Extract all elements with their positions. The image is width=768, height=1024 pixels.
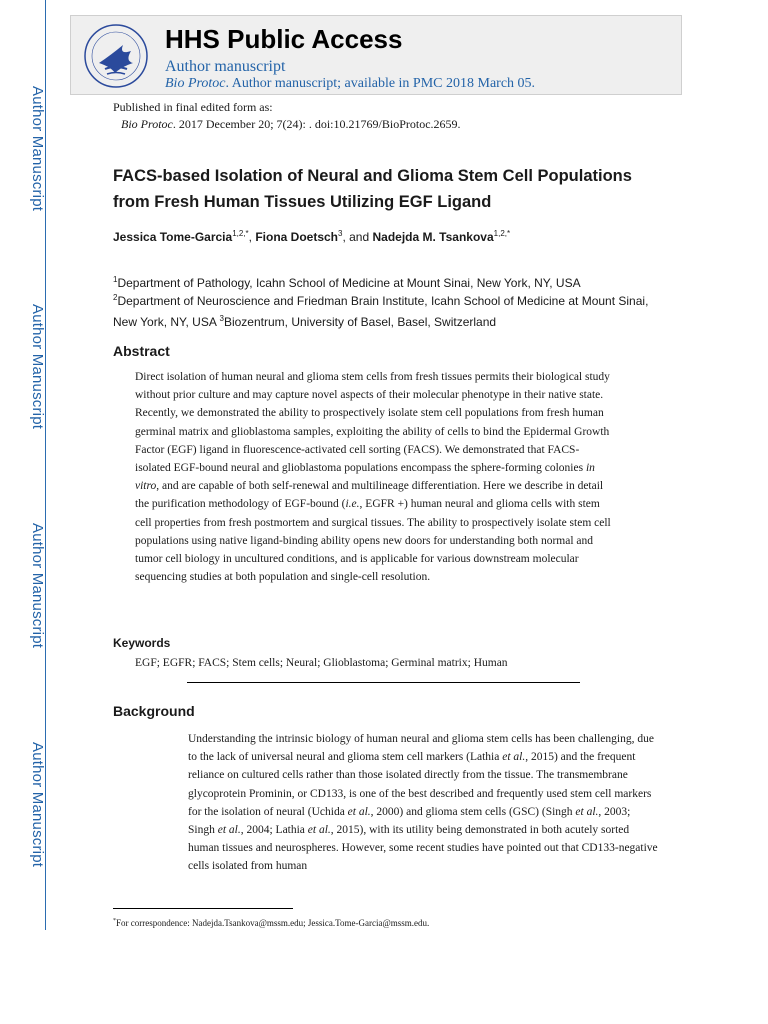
affiliation (113, 289, 673, 331)
hhs-public-access-title: HHS Public Access (165, 24, 403, 54)
paper-title: FACS-based Isolation of Neural and Glioma Stem Cell Populations from Fresh Human Tissues Utilizing EGF Ligand (113, 167, 632, 211)
keywords-heading: Keywords (113, 636, 171, 650)
hhs-header (70, 15, 682, 95)
background-text: Understanding the intrinsic biology of human neural and glioma stem cells has been challenging, due to the lack of universal neural and glioma stem cell markers (Lathia (188, 733, 654, 764)
availability-text: . Author manuscript; available in PMC 2018 March 05. (225, 76, 536, 91)
author-separator: , and (342, 230, 373, 244)
author-name: Jessica Tome-Garcia (113, 230, 233, 244)
affiliation-number: 1 (113, 275, 118, 284)
background-text: , 2000) and glioma stem cells (GSC) (Singh (370, 805, 576, 818)
sidebar-label: Author Manuscript (29, 523, 46, 649)
et-al: et al. (347, 805, 371, 818)
affiliation-number: 2 (113, 293, 118, 302)
author-affiliation-sup: 1,2,* (493, 229, 511, 238)
footnote-text: For correspondence: Nadejda.Tsankova@mssm.edu; Jessica.Tome-Garcia@mssm.edu. (116, 918, 430, 928)
section-divider (187, 682, 580, 683)
citation-details: . 2017 December 20; 7(24): . doi:10.21769/BioProtoc.2659. (172, 117, 461, 131)
background-text: , 2015) and the frequent reliance on cultured cells rather than those isolated directly from the tissue. The transmembrane glycoprotein Prominin, or CD133, is one of the best described and frequently used stem cell markers for the isolation of neural (Uchida (188, 751, 652, 818)
abstract-body (135, 368, 615, 586)
footnote-divider (113, 908, 293, 909)
sidebar-label: Author Manuscript (29, 304, 46, 430)
affiliation-number: 3 (219, 314, 224, 323)
background-text: , 2003; Singh (188, 805, 631, 837)
pmc-availability (165, 76, 535, 92)
author-name: Nadejda M. Tsankova (372, 230, 494, 244)
author-name: Fiona Doetsch (255, 230, 339, 244)
author-list (113, 229, 510, 244)
citation-journal: Bio Protoc (121, 117, 173, 131)
footnote-marker: * (113, 918, 116, 924)
affiliation-text: Biozentrum, University of Basel, Basel, Switzerland (223, 315, 497, 329)
et-al: et al. (217, 824, 241, 837)
keywords-list: EGF; EGFR; FACS; Stem cells; Neural; Glioblastoma; Germinal matrix; Human (135, 657, 508, 669)
affiliation-text: Department of Pathology, Icahn School of Medicine at Mount Sinai, New York, NY, USA (117, 276, 581, 290)
hhs-eagle-logo-icon (81, 21, 151, 91)
et-al: et al. (307, 824, 331, 837)
author-separator: , (248, 230, 256, 244)
abstract-text: , EGFR +) human neural and glioma cells with stem cell properties from fresh postmortem and surgical tissues. The ability to prospectively isolate stem cell populations using native ligand-binding ability opens new doors for understanding both normal and tumor cell biology in uncultured conditions, and is applicable for various downstream molecular sequencing studies at both population and single-cell resolution. (135, 498, 611, 584)
abstract-text: , and are capable of both self-renewal and multilineage differentiation. Here we describe in detail the purification methodology of EGF-bound ( (135, 480, 604, 511)
correspondence-footnote (113, 918, 429, 928)
author-manuscript-label: Author manuscript (165, 58, 286, 75)
author-manuscript-sidebar (0, 0, 46, 930)
author-affiliation-sup: 1,2,* (232, 229, 249, 238)
sidebar-label: Author Manuscript (29, 86, 46, 212)
author-affiliation-sup: 3 (338, 229, 343, 238)
abstract-heading: Abstract (113, 343, 170, 359)
background-heading: Background (113, 703, 195, 719)
journal-name: Bio Protoc (165, 76, 226, 91)
abstract-text: Direct isolation of human neural and glioma stem cells from fresh tissues permits their biological study without prior culture and may capture novel aspects of their molecular phenotype in their native state. Recently, we demonstrated the ability to prospectively isolate stem cell populations from fresh human germinal matrix and glioblastoma samples, exploiting the ability of cells to bind the Epidermal Growth Factor (EGF) ligand in fluorescence-activated cell sorting (FACS). We demonstrated that FACS-isolated EGF-bound neural and glioblastoma populations encompass the sphere-forming colonies (135, 371, 610, 475)
affiliation-text: Department of Neuroscience and Friedman Brain Institute, Icahn School of Medicine at Mount Sinai, New York, NY, USA (113, 294, 649, 329)
background-text: , 2004; Lathia (240, 824, 308, 837)
citation (121, 117, 461, 132)
published-label: Published in final edited form as: (113, 100, 273, 114)
abstract-italic: in vitro (135, 462, 595, 493)
background-text: , 2015), with its utility being demonstrated in both acutely sorted human tissues and neurospheres. However, some recent studies have pointed out that CD133-negative cells isolated from human (188, 824, 658, 873)
background-body (188, 730, 658, 876)
et-al: et al. (575, 805, 599, 818)
et-al: et al. (502, 751, 526, 764)
abstract-italic: i.e. (345, 498, 360, 511)
sidebar-label: Author Manuscript (29, 742, 46, 868)
